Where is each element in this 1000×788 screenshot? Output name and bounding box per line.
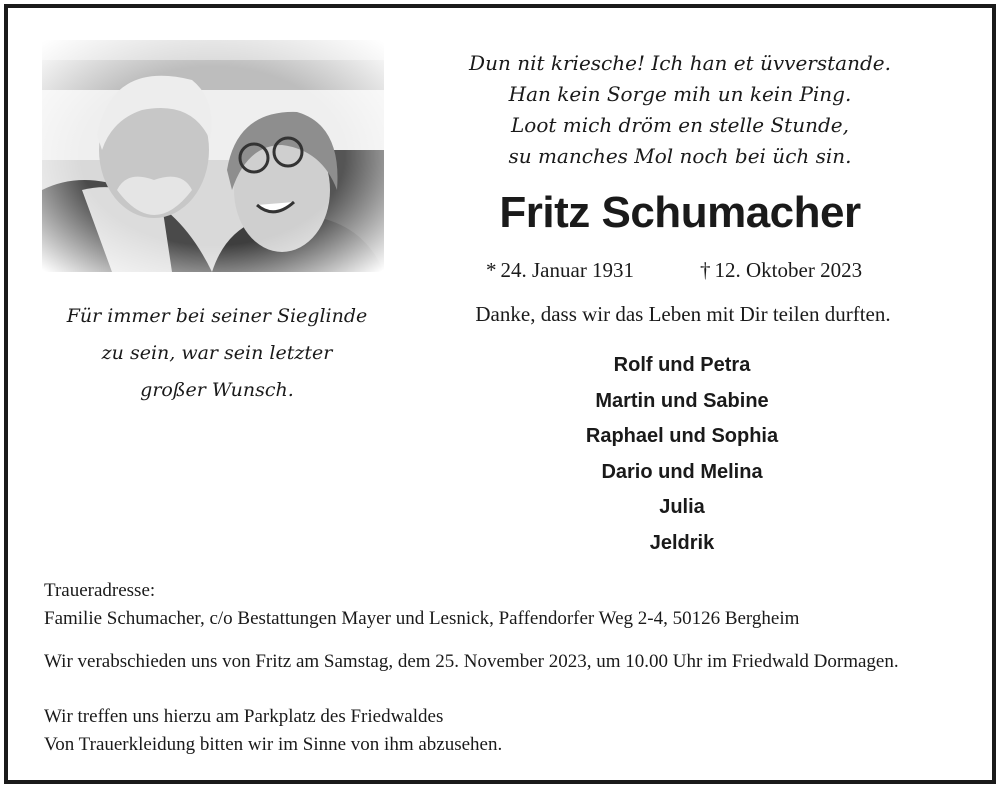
verse-line-1: Dun nit kriesche! Ich han et üvverstande. bbox=[469, 51, 891, 75]
death-date-text: 12. Oktober 2023 bbox=[714, 258, 863, 282]
couple-photo bbox=[42, 40, 384, 272]
deceased-name: Fritz Schumacher bbox=[499, 188, 861, 237]
quote-line-1: Für immer bei seiner Sieglinde bbox=[66, 305, 368, 327]
verse-line-4: su manches Mol noch bei üch sin. bbox=[508, 144, 852, 168]
death-date bbox=[700, 258, 862, 283]
mourner: Jeldrik bbox=[649, 531, 715, 554]
mourner: Dario und Melina bbox=[601, 460, 763, 483]
verse bbox=[430, 48, 930, 172]
meeting-point: Wir treffen uns hierzu am Parkplatz des Friedwaldes bbox=[44, 706, 444, 727]
birth-date bbox=[486, 258, 634, 283]
address-label: Traueradresse: bbox=[44, 580, 156, 601]
address-text: Familie Schumacher, c/o Bestattungen Mayer und Lesnick, Paffendorfer Weg 2-4, 50126 Bergheim bbox=[44, 608, 800, 629]
quote-line-3: großer Wunsch. bbox=[140, 379, 294, 401]
verse-line-3: Loot mich dröm en stelle Stunde, bbox=[511, 113, 849, 137]
mourner: Rolf und Petra bbox=[613, 354, 751, 376]
birth-star-icon: * bbox=[486, 258, 497, 282]
mourners-list bbox=[482, 348, 882, 561]
verse-line-2: Han kein Sorge mih un kein Ping. bbox=[508, 82, 852, 106]
mourner: Martin und Sabine bbox=[595, 389, 769, 412]
quote bbox=[52, 298, 382, 409]
ceremony-info: Wir verabschieden uns von Fritz am Samstag, dem 25. November 2023, um 10.00 Uhr im Friedwald Dormagen. bbox=[44, 651, 899, 672]
thanks-line: Danke, dass wir das Leben mit Dir teilen durften. bbox=[475, 302, 891, 326]
mourner: Julia bbox=[659, 496, 705, 518]
mourner: Raphael und Sophia bbox=[585, 425, 779, 447]
death-cross-icon: † bbox=[700, 258, 711, 282]
quote-line-2: zu sein, war sein letzter bbox=[101, 342, 333, 364]
birth-date-text: 24. Januar 1931 bbox=[500, 258, 635, 282]
dress-code-note: Von Trauerkleidung bitten wir im Sinne von ihm abzusehen. bbox=[44, 734, 503, 755]
